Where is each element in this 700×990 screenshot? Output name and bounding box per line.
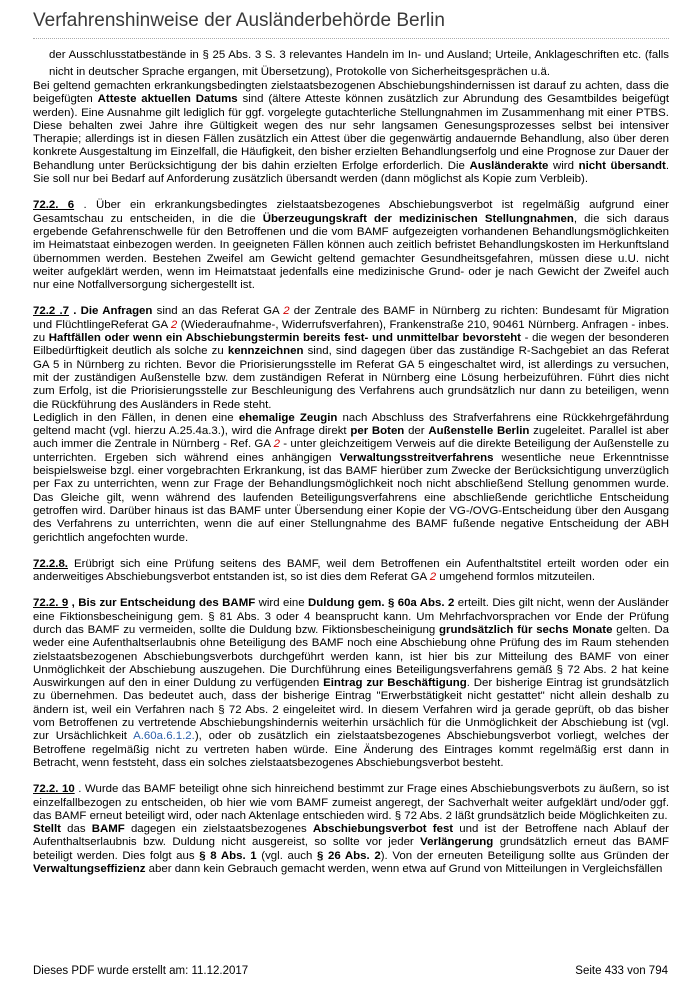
section-number: 72.2. 10 <box>33 783 75 796</box>
paragraph-72-2-6: 72.2. 6 . Über ein erkrankungsbedingtes zielstaatsbezogenes Abschiebungsverbot ist regelmäßig aufgrund einer Gesamtschau zu entscheiden, in die die Überzeugungskraft der medizinischen Stellungnahmen, die sich daraus ergebende Gefahrenschwelle für den Betroffenen und die vom BAMF aufgezeigten vorhandenen Behandlungsmöglichkeiten im Heimatstaat einbezogen werden. In geeigneten Fällen können auch zeitlich befristet Behandlungskosten im Herkunftsland übernommen werden. Bestehen Zweifel am Gewicht geltend gemachter Gesundheitsgefahren, müssen diese u.U. nicht weiter aufgeklärt werden, wenn im Heimatstaat jedenfalls eine medizinische Grund- oder je nach Gewicht der Zweifel auch nur eine Notfallversorgung sichergestellt ist. <box>33 199 669 292</box>
paragraph-72-2-9: 72.2. 9 , Bis zur Entscheidung des BAMF wird eine Duldung gem. § 60a Abs. 2 erteilt. Dies gilt nicht, wenn der Ausländer eine Fiktionsbescheinigung gem. § 81 Abs. 3 oder 4 beansprucht kann. Um Mehrfachvorsprachen vor Ende der Prüfung durch das BAMF zu vermeiden, sollte die Duldung bzw. Fiktionsbescheinigung grundsätzlich für sechs Monate gelten. Da weder eine Aufenthaltserlaubnis ohne Beteiligung des BAMF noch eine Abschiebung ohne Prüfung des im Raum stehenden zielstaatsbezogenen Abschiebungsverbots durchgeführt werden kann, ist hier bis zur Mitteilung des BAMF von einer Unmöglichkeit der Abschiebung auszugehen. Die Durchführung eines Beteiligungsverfahrens gemäß § 72 Abs. 2 hat keine Auswirkungen auf den in einer Duldung zu verfügenden Eintrag zur Beschäftigung. Der bisherige Eintrag ist grundsätzlich zu übernehmen. Das bedeutet auch, dass der bisherige Eintrag "Erwerbstätigkeit nicht gestattet" nicht allein deshalb zu ändern ist, weil ein Verfahren nach § 72 Abs. 2 eingeleitet wird. In diesem Verfahren wird ja gerade geprüft, ob das bisher vom Betroffenen zu vertretende Abschiebungshindernis weiterhin ursächlich für die Unmöglichkeit der Abschiebung ist (vgl. zur Ursächlichkeit A.60a.6.1.2.), oder ob zusätzlich ein zielstaatsbezogenes Abschiebungsverbot vorliegt, welches der Betroffene regelmäßig nicht zu vertreten haben würde. Eine Änderung des Eintrages kommt regelmäßig erst dann in Betracht, wenn feststeht, dass ein solches zielstaatsbezogenes Abschiebungsverbot besteht. <box>33 597 669 769</box>
page-header <box>33 10 669 39</box>
reference-link[interactable]: A.60a.6.1.2. <box>133 730 195 743</box>
paragraph-72-2-8: 72.2.8. Erübrigt sich eine Prüfung seitens des BAMF, weil dem Betroffenen ein Aufenthaltstitel erteilt worden oder ein anderweitiges Abschiebungsverbot entstanden ist, so ist dies dem Referat GA 2 umgehend formlos mitzuteilen. <box>33 557 669 584</box>
document-body <box>33 47 669 876</box>
paragraph-evidence-list: der Ausschlusstatbestände in § 25 Abs. 3 S. 3 relevantes Handeln im In- und Ausland; Urteile, Anklageschriften etc. (falls nicht in deutscher Sprache ergangen, mit Übersetzung), Protokolle von Sicherheitsgesprächen u.ä. <box>49 49 669 78</box>
paragraph-72-2-7: 72.2 .7 . Die Anfragen sind an das Referat GA 2 der Zentrale des BAMF in Nürnberg zu richten: Bundesamt für Migration und FlüchtlingeReferat GA 2 (Wiederaufnahme-, Widerrufsverfahren), Frankenstraße 210, 90461 Nürnberg. Anfragen - inbes. zu Haftfällen oder wenn ein Abschiebungstermin bereits fest- und unmittelbar bevorsteht - die wegen der besonderen Eilbedürftigkeit deutlich als solche zu kennzeichnen sind, sind dagegen über das zuständige R-Sachgebiet an das Referat GA 5 in Nürnberg zu richten. Bevor die Priorisierungsstelle im Referat GA 5 eingeschaltet wird, ist allerdings zu versuchen, mit der zuständigen Außenstelle bzw. dem zuständigen Referat in Nürnberg eine Lösung herbeizuführen. Führt dies nicht zum Erfolg, ist die Priorisierungsstelle zur Beschleunigung des Verfahrens auch grundsätzlich nur dann zu beteiligen, wenn die Rückführung des Ausländers in Rede steht. <box>33 305 670 411</box>
section-number: 72.2.8. <box>33 557 68 570</box>
paragraph-witness: Lediglich in den Fällen, in denen eine ehemalige Zeugin nach Abschluss des Strafverfahrens eine Rückkehrgefährdung geltend macht (vgl. hierzu A.25.4a.3.), wird die Anfrage direkt per Boten der Außenstelle Berlin zugeleitet. Parallel ist aber auch immer die Zentrale in Nürnberg - Ref. GA 2 - unter gleichzeitigem Verweis auf die direkte Beteiligung der Außenstelle zu unterrichten. Ergeben sich während eines anhängigen Verwaltungsstreitverfahrens wesentliche neue Erkenntnisse beispielsweise bzgl. einer vorgebrachten Erkrankung, ist das BAMF hierüber zum Zwecke der Berücksichtigung unverzüglich per Fax zu unterrichten, wenn zur Frage der Behandlungsmöglichkeit noch nicht abschließend Stellung genommen wurde. Das Gleiche gilt, wenn während des laufenden Beteiligungsverfahrens eine abschließende gerichtliche Entscheidung getroffen wird. Darüber hinaus ist das BAMF unter Übersendung einer Kopie der VG-/OVG-Entscheidung über den Ausgang des Verfahrens zu unterrichten, wenn die auf einer Stellungnahme des BAMF fußende negative Entscheidung der ABH gerichtlich angefochten wurde. <box>33 411 669 544</box>
paragraph-renewal: Stellt das BAMF dagegen ein zielstaatsbezogenes Abschiebungsverbot fest und ist der Betroffene nach Ablauf der Aufenthaltserlaubnis bzw. Duldung nicht ausgereist, so sollte vor jeder Verlängerung grundsätzlich erneut das BAMF beteiligt werden. Dies folgt aus § 8 Abs. 1 (vgl. auch § 26 Abs. 2). Von der erneuten Beteiligung sollte aus Gründen der Verwaltungseffizienz aber dann kein Gebrauch gemacht werden, wenn etwa auf Grund von Mitteilungen in Vergleichsfällen <box>33 823 670 876</box>
paragraph-attests: Bei geltend gemachten erkrankungsbedingten zielstaatsbezogenen Abschiebungshindernissen ist darauf zu achten, dass die beigefügten Atteste aktuellen Datums sind (ältere Atteste können zusätzlich zur Abrundung des Gesamtbildes beigefügt werden). Eine Ausnahme gilt lediglich für ggf. vorgelegte gutachterliche Stellungnahmen im Zusammenhang mit einer PTBS. Diese behalten zwei Jahre ihre Gültigkeit wegen des nur sehr langsamen Genesungsprozesses selbst bei intensiver Therapie; allerdings ist in diesen Fällen zusätzlich ein Attest über die gegenwärtig andauernde Behandlung, also über deren konkrete Ausgestaltung im Einzelfall, die Häufigkeit, den bisher erzielten Behandlungserfolg und eine Prognose zur Dauer der Behandlung unter Berücksichtigung der bis dahin erzielten Erfolge erforderlich. Die Ausländerakte wird nicht übersandt. Sie soll nur bei Bedarf auf Anforderung zusätzlich übersandt werden (dann möglichst als Kopie zum Verbleib). <box>33 80 670 186</box>
footer-created-date: Dieses PDF wurde erstellt am: 11.12.2017 <box>33 965 249 977</box>
section-number: 72.2. 6 <box>33 199 75 212</box>
footer-page-number: Seite 433 von 794 <box>575 965 668 977</box>
page-title: Verfahrenshinweise der Ausländerbehörde Berlin <box>33 10 445 31</box>
paragraph-72-2-10: 72.2. 10 . Wurde das BAMF beteiligt ohne sich hinreichend bestimmt zur Frage eines Abschiebungsverbots zu äußern, so ist einzelfallbezogen zu entscheiden, ob hier wie vom BAMF zumeist angeregt, der Sachverhalt weiter aufgeklärt und/oder ggf. das BAMF erneut beteiligt wird, oder nach Aktenlage entschieden wird. § 72 Abs. 2 läßt grundsätzlich beide Möglichkeiten zu. <box>33 783 669 822</box>
section-number: 72.2 .7 <box>33 305 70 318</box>
section-number: 72.2. 9 <box>33 597 69 610</box>
